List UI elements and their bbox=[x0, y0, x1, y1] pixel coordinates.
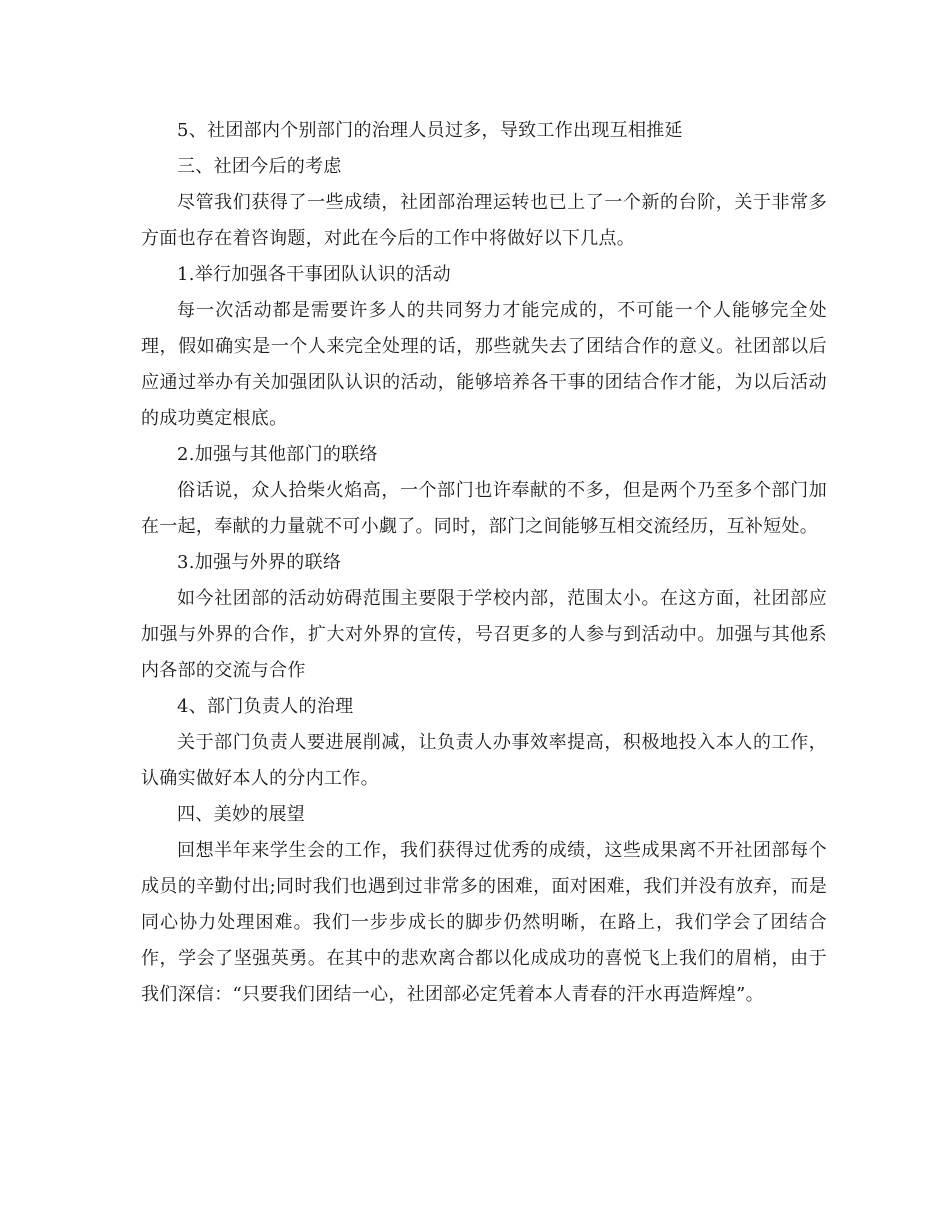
subheading-3: 3.加强与外界的联络 bbox=[177, 552, 342, 573]
subheading-1: 1.举行加强各干事团队认识的活动 bbox=[177, 264, 451, 285]
paragraph-4: 关于部门负责人要进展削减，让负责人办事效率提高，积极地投入本人的工作，认确实做好本人的分内工作。 bbox=[141, 732, 827, 789]
paragraph-outlook: 回想半年来学生会的工作，我们获得过优秀的成绩，这些成果离不开社团部每个成员的辛勤付出;同时我们也遇到过非常多的困难，面对困难，我们并没有放弃，而是同心协力处理困难。我们一步步成长的脚步仍然明晰，在路上，我们学会了团结合作，学会了坚强英勇。在其中的悲欢离合都以化成成功的喜悦飞上我们的眉梢，由于我们深信：“只要我们团结一心，社团部必定凭着本人青春的汗水再造辉煌”。 bbox=[141, 840, 827, 1005]
paragraph-2: 俗话说，众人拾柴火焰高，一个部门也许奉献的不多，但是两个乃至多个部门加在一起，奉献的力量就不可小觑了。同时，部门之间能够互相交流经历，互补短处。 bbox=[141, 480, 827, 537]
paragraph-3: 如今社团部的活动妨碍范围主要限于学校内部，范围太小。在这方面，社团部应加强与外界的合作，扩大对外界的宣传，号召更多的人参与到活动中。加强与其他系内各部的交流与合作 bbox=[141, 588, 827, 681]
paragraph-1: 每一次活动都是需要许多人的共同努力才能完成的，不可能一个人能够完全处理，假如确实是一个人来完全处理的话，那些就失去了团结合作的意义。社团部以后应通过举办有关加强团队认识的活动，能够培养各干事的团结合作才能，为以后活动的成功奠定根底。 bbox=[141, 300, 827, 429]
document-body bbox=[141, 113, 827, 1013]
subheading-4: 4、部门负责人的治理 bbox=[177, 696, 354, 717]
paragraph-intro: 尽管我们获得了一些成绩，社团部治理运转也已上了一个新的台阶，关于非常多方面也存在着咨询题，对此在今后的工作中将做好以下几点。 bbox=[141, 192, 827, 249]
section-heading-future-plans: 三、社团今后的考虑 bbox=[177, 156, 342, 177]
section-heading-outlook: 四、美妙的展望 bbox=[177, 804, 306, 825]
subheading-2: 2.加强与其他部门的联络 bbox=[177, 444, 378, 465]
paragraph-item-5: 5、社团部内个别部门的治理人员过多，导致工作出现互相推延 bbox=[177, 120, 683, 141]
